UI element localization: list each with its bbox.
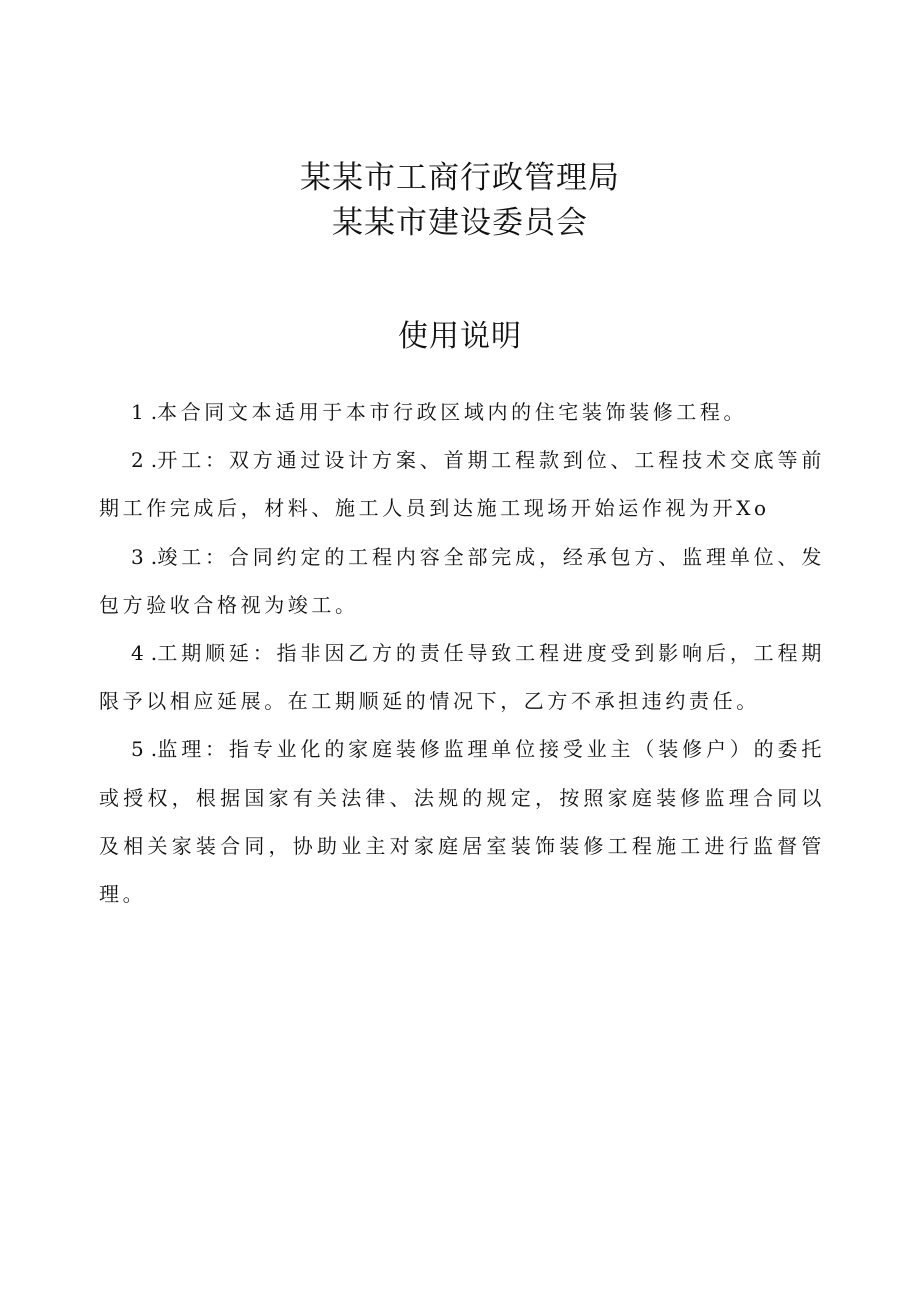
item-text: 本合同文本适用于本市行政区域内的住宅装饰装修工程。 (157, 400, 748, 424)
item-text: 监理：指专业化的家庭装修监理单位接受业主（装修户）的委托或授权，根据国家有关法律、法规的规定，按照家庭装修监理合同以及相关家装合同，协助业主对家庭居室装饰装修工程施工进行监督管理。 (99, 737, 825, 907)
item-prefix: . (150, 641, 158, 666)
item-number: 1 (131, 400, 144, 424)
instruction-item-5 (99, 725, 825, 918)
item-number: 3 (131, 544, 144, 569)
item-number: 4 (131, 641, 144, 666)
item-number: 5 (131, 737, 144, 762)
item-text: 工期顺延：指非因乙方的责任导致工程进度受到影响后，工程期限予以相应延展。在工期顺延的情况下，乙方不承担违约责任。 (99, 641, 825, 714)
instruction-item-3 (99, 533, 825, 629)
item-prefix: . (150, 544, 158, 569)
instruction-item-4 (99, 629, 825, 725)
instruction-item-1 (99, 388, 825, 436)
issuer-line-1: 某某市工商行政管理局 (300, 160, 620, 196)
document-title: 使用说明 (398, 319, 522, 354)
item-text: 开工：双方通过设计方案、首期工程款到位、工程技术交底等前期工作完成后，材料、施工人员到达施工现场开始运作视为开Xo (99, 448, 825, 521)
issuer-line-2: 某某市建设委员会 (332, 205, 588, 241)
item-prefix: . (150, 400, 158, 424)
item-prefix: . (150, 737, 158, 762)
item-text: 竣工：合同约定的工程内容全部完成，经承包方、监理单位、发包方验收合格视为竣工。 (99, 544, 825, 617)
instructions-body (99, 388, 825, 918)
instruction-item-2 (99, 436, 825, 532)
item-number: 2 (131, 448, 144, 473)
item-prefix: . (150, 448, 158, 473)
